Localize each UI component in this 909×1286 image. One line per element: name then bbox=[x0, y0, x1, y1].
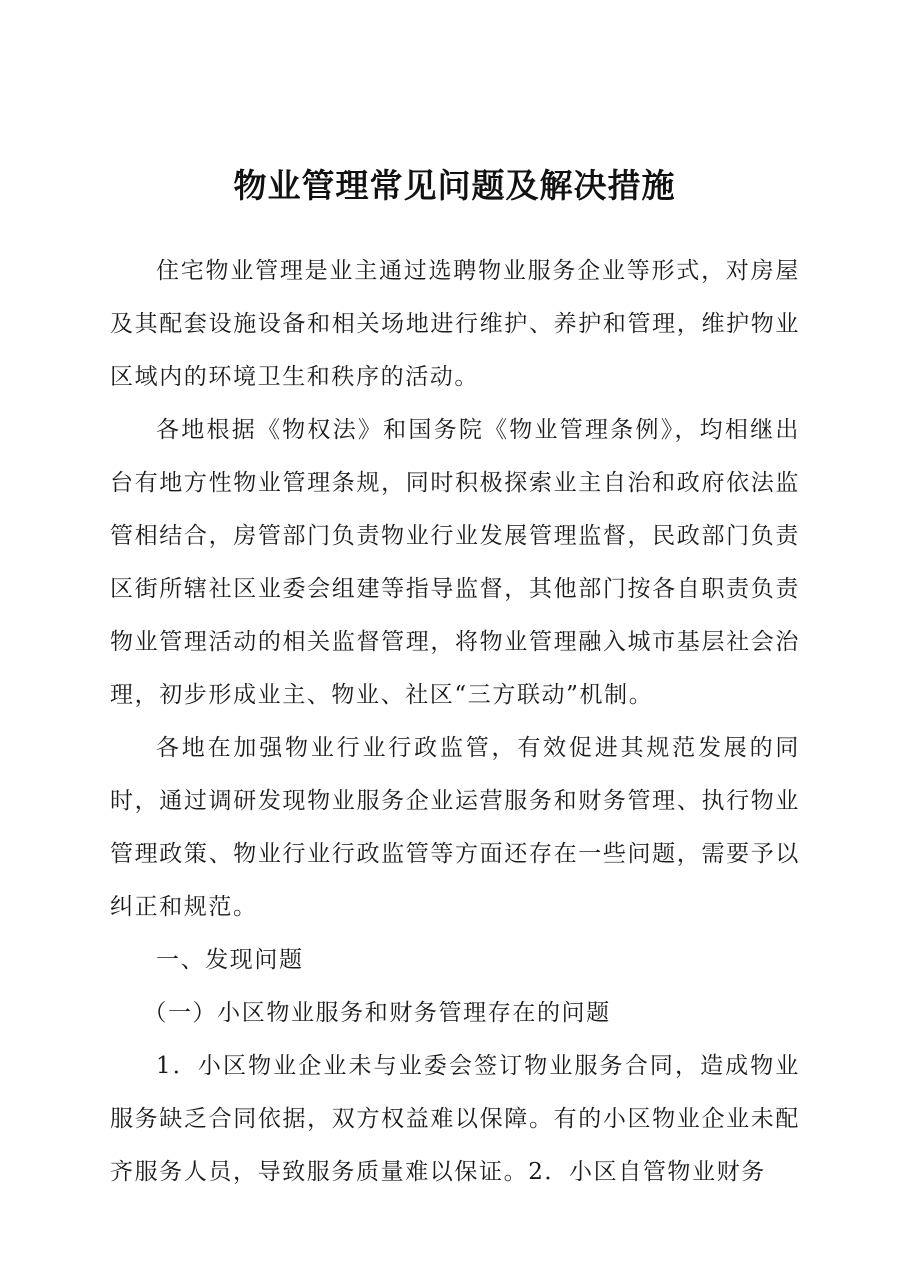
document-body bbox=[110, 245, 800, 1199]
paragraph-definition: 住宅物业管理是业主通过选聘物业服务企业等形式，对房屋及其配套设施设备和相关场地进行维护、养护和管理，维护物业区域内的环境卫生和秩序的活动。 bbox=[110, 258, 800, 390]
paragraph-regulations: 各地根据《物权法》和国务院《物业管理条例》，均相继出台有地方性物业管理条规，同时积极探索业主自治和政府依法监管相结合，房管部门负责物业行业发展管理监督，民政部门负责区街所辖社区业委会组建等指导监督，其他部门按各自职责负责物业管理活动的相关监督管理，将物业管理融入城市基层社会治理，初步形成业主、物业、社区“三方联动”机制。 bbox=[110, 417, 800, 708]
paragraph-item-1: 1．小区物业企业未与业委会签订物业服务合同，造成物业服务缺乏合同依据，双方权益难以保障。有的小区物业企业未配齐服务人员，导致服务质量难以保证。2．小区自管物业财务 bbox=[110, 1053, 800, 1185]
subsection-heading: （一）小区物业服务和财务管理存在的问题 bbox=[143, 1000, 611, 1026]
section-heading: 一、发现问题 bbox=[156, 947, 304, 973]
document-title: 物业管理常见问题及解决措施 bbox=[233, 166, 676, 205]
paragraph-supervision: 各地在加强物业行业行政监管，有效促进其规范发展的同时，通过调研发现物业服务企业运营服务和财务管理、执行物业管理政策、物业行业行政监管等方面还存在一些问题，需要予以纠正和规范。 bbox=[110, 735, 800, 920]
